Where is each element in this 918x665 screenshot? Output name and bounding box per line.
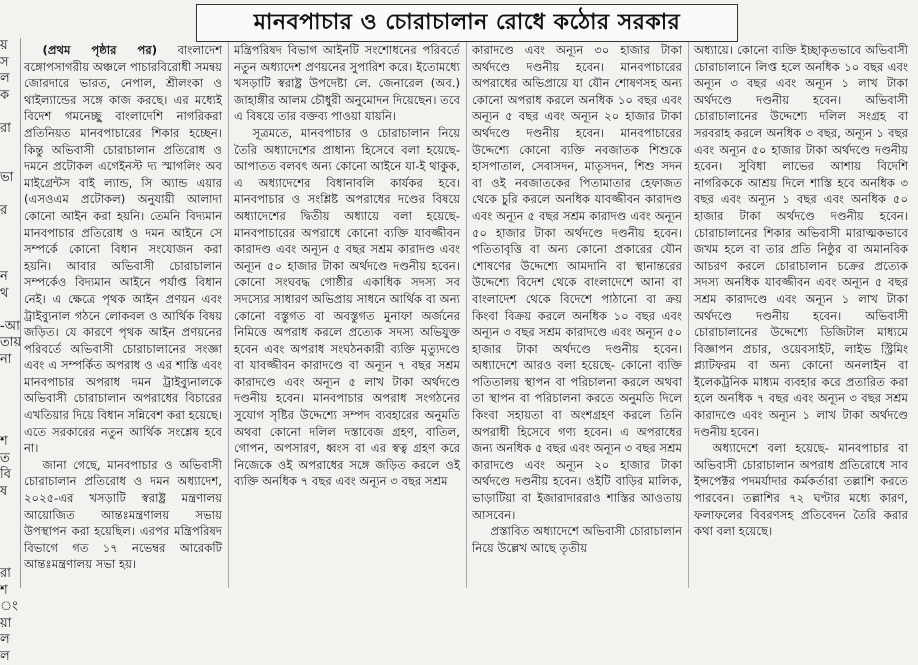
- edge-fragment: ল: [0, 71, 20, 88]
- edge-fragment: [0, 385, 20, 402]
- edge-fragment: [0, 517, 20, 534]
- column-rule: [466, 42, 467, 588]
- edge-fragment: [0, 154, 20, 171]
- article-column-3: [472, 42, 682, 588]
- edge-fragment: ভা: [0, 170, 20, 187]
- edge-fragment: বি: [0, 467, 20, 484]
- edge-fragment: ল: [0, 649, 20, 665]
- column-3-paragraph-2: প্রস্তাবিত অধ্যাদেশে অভিবাসী চোরাচালান নিয়ে উল্লেখ আছে তৃতীয়: [472, 523, 682, 556]
- edge-fragment: রা: [0, 566, 20, 583]
- edge-fragment: য়া: [0, 616, 20, 633]
- edge-fragment: থ: [0, 286, 20, 303]
- edge-fragment: [0, 253, 20, 270]
- article-column-1: [24, 42, 222, 588]
- edge-fragment: য়: [0, 38, 20, 55]
- edge-fragment: [0, 236, 20, 253]
- edge-fragment: ং: [0, 599, 20, 616]
- edge-fragment: [0, 533, 20, 550]
- edge-fragment: ল: [0, 632, 20, 649]
- edge-fragment: [0, 401, 20, 418]
- column-1-paragraph-1-text: বাংলাদেশ বঙ্গোপসাগরীয় অঞ্চলে পাচারবিরোধী সমন্বয় জোরদারে ভারত, নেপাল, শ্রীলংকা ও থাইল্যান্ডের সঙ্গে কাজ করছে। এর মধ্যেই বিদেশ গমনেচ্ছু বাংলাদেশি নাগরিকরা প্রতিনিয়ত মানবপাচারের শিকার হচ্ছেন। কিন্তু অভিবাসী চোরাচালান প্রতিরোধ ও দমনে প্রটোকল এগেইনস্ট দ্য স্মাগলিং অব মাইগ্রেন্টস বাই ল্যান্ড, সি অ্যান্ড এয়ার (এসওএম প্রটোকল) অনুযায়ী আলাদা কোনো আইন করা হয়নি। তেমনি বিদ্যমান মানবপাচার প্রতিরোধ ও দমন আইনে সে সম্পর্কে কোনো বিধান সংযোজন করা হয়নি। আবার অভিবাসী চোরাচালান সম্পর্কেও বিদ্যমান আইনে পর্যাপ্ত বিধান নেই। এ ক্ষেত্রে পৃথক আইন প্রণয়ন এবং ট্রাইব্যুনাল গঠনে লোকবল ও আর্থিক বিষয় জড়িত। যে কারণে পৃথক আইন প্রণয়নের পরিবর্তে অভিবাসী চোরাচালানের সংজ্ঞা এবং এ সম্পর্কিত অপরাধ ও এর শাস্তি এবং মানবপাচার অপরাধ দমন ট্রাইব্যুনালকে অভিবাসী চোরাচালান অপরাধের বিচারের এখতিয়ার দিয়ে বিধান সন্নিবেশ করা হয়েছে। এতে সরকারের নতুন আর্থিক সংশ্লেষ হবে না।: [24, 43, 222, 455]
- left-edge-column-fragment: [0, 38, 21, 588]
- edge-fragment: [0, 550, 20, 567]
- column-1-paragraph-2: জানা গেছে, মানবপাচার ও অভিবাসী চোরাচালান প্রতিরোধ ও দমন অধ্যাদেশ, ২০২৫-এর খসড়াটি স্বরাষ্ট্র মন্ত্রণালয় আয়োজিত আন্তঃমন্ত্রণালয় সভায় উপস্থাপন করা হয়েছিল। এরপর মন্ত্রিপরিষদ বিভাগে গত ১৭ নভেম্বর আরেকটি আন্তঃমন্ত্রণালয় সভা হয়।: [24, 457, 222, 573]
- edge-fragment: ত: [0, 451, 20, 468]
- edge-fragment: ষ: [0, 484, 20, 501]
- edge-fragment: শ: [0, 434, 20, 451]
- column-rule: [688, 42, 689, 588]
- column-3-paragraph-1: কারাদণ্ডে এবং অন্যূন ৩০ হাজার টাকা অর্থদণ্ডে দণ্ডনীয় হবেন। মানবপাচারের অপরাধের অভিপ্রায়ে যা যৌন শোষণসহ অন্য কোনো অপরাধ করলে অনধিক ১০ বছর এবং অন্যূন ৫ বছর এবং অন্যূন ২০ হাজার টাকা অর্থদণ্ডে দণ্ডনীয় হবেন। মানবপাচারের উদ্দেশ্যে কোনো ব্যক্তি নবজাতক শিশুকে হাসপাতাল, সেবাসদন, মাতৃসদন, শিশু সদন বা ওই নবজাতকের পিতামাতার হেফাজত থেকে চুরি করলে অনধিক যাবজ্জীবন কারাদণ্ড এবং অন্যূন ৫ বছর সশ্রম কারাদণ্ড এবং অন্যূন ৫০ হাজার টাকা অর্থদণ্ডে দণ্ডনীয় হবেন। পতিতাবৃত্তি বা অন্য কোনো প্রকারের যৌন শোষণের উদ্দেশ্যে আমদানি বা স্থানান্তরের উদ্দেশ্যে বিদেশ থেকে বাংলাদেশে আনা বা বাংলাদেশ থেকে বিদেশে পাঠানো বা ক্রয় কিংবা বিক্রয় করলে অনধিক ১০ বছর এবং অন্যূন ৩ বছর সশ্রম কারাদণ্ডে এবং অন্যূন ৫০ হাজার টাকা অর্থদণ্ডে দণ্ডনীয় হবেন। অধ্যাদেশে আরও বলা হয়েছে- কোনো ব্যক্তি পতিতালয় স্থাপন বা পরিচালনা করলে অথবা তা স্থাপন বা পরিচালনা করতে অনুমতি দিলে কিংবা সহায়তা বা অংশগ্রহণ করলে তিনি অপরাধী হিসেবে গণ্য হবেন। এ অপরাধের জন্য অনধিক ৫ বছর এবং অন্যূন ৩ বছর সশ্রম কারাদণ্ডে এবং অন্যূন ২০ হাজার টাকা অর্থদণ্ডে দণ্ডনীয় হবেন। ওইটি বাড়ির মালিক, ভাড়াটিয়া বা ইজারাদাররাও শাস্তির আওতায় আসবেন।: [472, 42, 682, 523]
- edge-fragment: শ: [0, 583, 20, 600]
- column-2-paragraph-1: মন্ত্রিপরিষদ বিভাগ আইনটি সংশোধনের পরিবর্তে নতুন অধ্যাদেশ প্রণয়নের সুপারিশ করে। ইতোমধ্যে খসড়াটি স্বরাষ্ট্র উপদেষ্টা লে. জেনারেল (অব.) জাহাঙ্গীর আলম চৌধুরী অনুমোদন দিয়েছেন। তবে এ বিষয়ে তার বক্তব্য পাওয়া যায়নি।: [234, 42, 460, 125]
- edge-fragment: র: [0, 203, 20, 220]
- column-1-paragraph-1: [24, 42, 222, 457]
- article-column-4: [694, 42, 908, 588]
- edge-fragment: [0, 418, 20, 435]
- edge-fragment: [0, 368, 20, 385]
- edge-fragment: [0, 500, 20, 517]
- edge-fragment: -আ: [0, 319, 20, 336]
- edge-fragment: ন: [0, 269, 20, 286]
- column-4-paragraph-1: অধ্যায়ে। কোনো ব্যক্তি ইচ্ছাকৃতভাবে অভিবাসী চোরাচালানে লিপ্ত হলে অনধিক ১০ বছর এবং অন্যূন ৩ বছর এবং অন্যূন ১ লাখ টাকা অর্থদণ্ডে দণ্ডনীয় হবেন। অভিবাসী চোরাচালানের উদ্দেশ্যে দলিল সংগ্রহ বা সরবরাহ করলে অনধিক ৩ বছর, অন্যূন ১ বছর এবং অন্যূন ৫০ হাজার টাকা অর্থদণ্ডে দণ্ডনীয় হবেন। সুবিধা লাভের আশায় বিদেশি নাগরিককে আশ্রয় দিলে শাস্তি হবে অনধিক ৩ বছর এবং অন্যূন ১ বছর এবং অনধিক ৫০ হাজার টাকা অর্থদণ্ডে দণ্ডনীয় হবেন। চোরাচালানের শিকার অভিবাসী মারাত্মকভাবে জখম হলে বা তার প্রতি নিষ্ঠুর বা অমানবিক আচরণ করলে চোরাচালান চক্রের প্রত্যেক সদস্য অনধিক যাবজ্জীবন এবং অন্যূন ৫ বছর সশ্রম কারাদণ্ডে এবং অন্যূন ১ লাখ টাকা অর্থদণ্ডে দণ্ডনীয় হবেন। অভিবাসী চোরাচালানের উদ্দেশ্যে ডিজিটাল মাধ্যমে বিজ্ঞাপন প্রচার, ওয়েবসাইট, লাইভ স্ট্রিমিং প্ল্যাটফরম বা অন্য কোনো অনলাইন বা ইলেকট্রনিক মাধ্যম ব্যবহার করে প্রতারিত করা হলে অনধিক ৭ বছর এবং অন্যূন ৩ বছর সশ্রম কারাদণ্ডে এবং অন্যূন ১ লাখ টাকা অর্থদণ্ডে দণ্ডনীয় হবেন।: [694, 42, 908, 440]
- column-4-paragraph-2: অধ্যাদেশে বলা হয়েছে- মানবপাচার বা অভিবাসী চোরাচালান অপরাধ প্রতিরোধে সাব ইন্সপেক্টর পদমর্যাদার কর্মকর্তারা তল্লাশি করতে পারবেন। তল্লাশির ৭২ ঘণ্টার মধ্যে কারণ, ফলাফলের বিবরণসহ প্রতিবেদন তৈরি করার কথা বলা হয়েছে।: [694, 440, 908, 540]
- edge-fragment: তায়: [0, 335, 20, 352]
- edge-fragment: [0, 104, 20, 121]
- column-rule: [228, 42, 229, 588]
- edge-fragment: না: [0, 352, 20, 369]
- headline: মানবপাচার ও চোরাচালান রোধে কঠোর সরকার: [196, 4, 738, 42]
- continuation-label: (প্রথম পৃষ্ঠার পর): [43, 43, 157, 57]
- edge-fragment: স: [0, 55, 20, 72]
- edge-fragment: রা: [0, 121, 20, 138]
- article-column-2: [234, 42, 460, 588]
- edge-fragment: [0, 302, 20, 319]
- edge-fragment: ক: [0, 88, 20, 105]
- column-2-paragraph-2: সূত্রমতে, মানবপাচার ও চোরাচালান নিয়ে তৈরি অধ্যাদেশের প্রাধান্য হিসেবে বলা হয়েছে- আপাতত বলবৎ অন্য কোনো আইনে যা-ই থাকুক, এ অধ্যাদেশের বিধানাবলি কার্যকর হবে। মানবপাচার ও সংশ্লিষ্ট অপরাধের দণ্ডের বিষয়ে অধ্যাদেশের দ্বিতীয় অধ্যায়ে বলা হয়েছে- মানবপাচারের অপরাধে কোনো ব্যক্তি যাবজ্জীবন কারাদণ্ড এবং অন্যূন ৫ বছর সশ্রম কারাদণ্ড এবং অন্যূন ৫০ হাজার টাকা অর্থদণ্ডে দণ্ডনীয় হবেন। কোনো সংঘবদ্ধ গোষ্ঠীর একাধিক সদস্য সব সদস্যের সাধারণ অভিপ্রায় সাধনে আর্থিক বা অন্য কোনো বস্তুগত বা অবস্তুগত মুনাফা অর্জনের নিমিত্তে অপরাধ করলে প্রত্যেক সদস্য অভিযুক্ত হবেন এবং অপরাধ সংঘঠনকারী ব্যক্তি মৃত্যুদণ্ডে বা যাবজ্জীবন কারাদণ্ডে বা অন্যূন ৭ বছর সশ্রম কারাদণ্ডে এবং অন্যূন ৫ লাখ টাকা অর্থদণ্ডে দণ্ডনীয় হবেন। মানবপাচার অপরাধ সংগঠনের সুযোগ সৃষ্টির উদ্দেশ্যে সম্পদ ব্যবহারের অনুমতি অথবা কোনো দলিল দস্তাবেজ গ্রহণ, বাতিল, গোপন, অপসারণ, ধ্বংস বা এর স্বত্ব গ্রহণ করে নিজেকে ওই অপরাধের সঙ্গে জড়িত করলে ওই ব্যক্তি অনধিক ৭ বছর এবং অন্যূন ৩ বছর সশ্রম: [234, 125, 460, 490]
- edge-fragment: [0, 137, 20, 154]
- edge-fragment: [0, 220, 20, 237]
- edge-fragment: [0, 187, 20, 204]
